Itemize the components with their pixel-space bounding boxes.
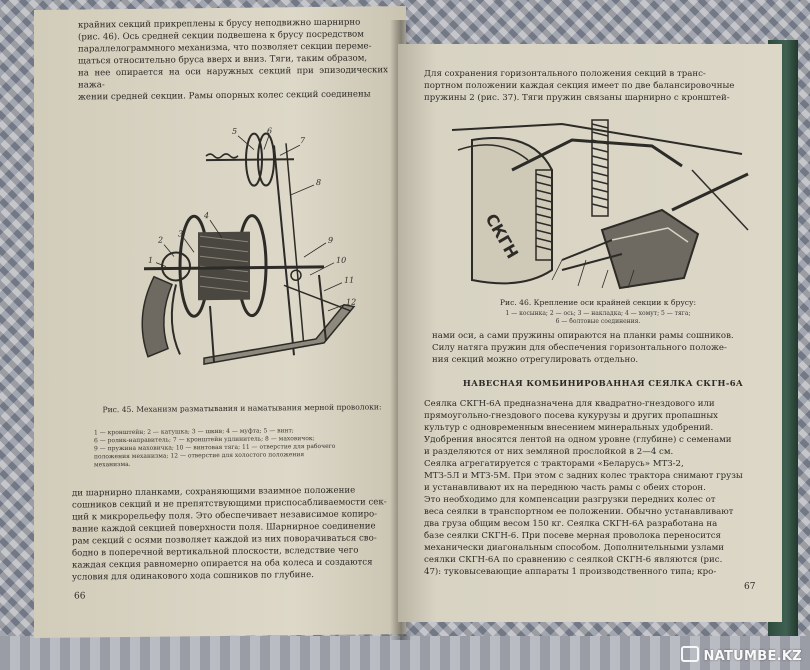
text-line: культур с одновременным внесением минеральных удобрений. bbox=[424, 423, 714, 433]
fig45-label-9: 9 bbox=[328, 235, 334, 245]
legend-line: 1 — косынка; 2 — ось; 3 — накладка; 4 — хомут; 5 — тяга; bbox=[505, 310, 691, 317]
text-line: нами оси, а сами пружины опираются на планки рамы сошников. bbox=[432, 331, 734, 341]
text-line: прямоугольно-гнездового посева кукурузы и других пропашных bbox=[424, 411, 719, 421]
text-line: рам секций с осями позволяет каждой из них поворачиваться сво- bbox=[72, 533, 377, 547]
text-line: бодно в поперечной вертикальной плоскости, вследствие чего bbox=[72, 545, 359, 559]
right-body-text bbox=[424, 398, 764, 578]
text-line: МТЗ-5Л и МТЗ-5М. При этом с задних колес трактора снимают грузы bbox=[424, 471, 743, 481]
figure-46-caption bbox=[438, 298, 758, 308]
left-bottom-text bbox=[72, 484, 390, 583]
fig45-label-10: 10 bbox=[336, 255, 347, 265]
text-line: Это необходимо для компенсации разгрузки передних колес от bbox=[424, 495, 716, 505]
text-line: жении средней секции. Рамы опорных колес секций соединены bbox=[78, 89, 371, 103]
legend-line: 9 — пружина маховичка; 10 — винтовая тяга; 11 — отверстие для рабочего bbox=[94, 442, 336, 453]
fig46-stamp: СКГН bbox=[481, 210, 523, 262]
fig45-label-7: 7 bbox=[300, 136, 306, 146]
text-line: базе сеялки СКГН-6. При посеве мерная проволока переносится bbox=[424, 531, 721, 541]
caption-title: Рис. 45. Механизм разматывания и наматывания мерной проволоки: bbox=[102, 402, 382, 415]
watermark bbox=[681, 646, 802, 664]
fig45-label-3: 3 bbox=[178, 229, 184, 239]
fig45-label-4: 4 bbox=[204, 211, 210, 221]
right-mid-text bbox=[432, 330, 764, 366]
text-line: 47): туковысевающие аппараты 1 производственного типа; кро- bbox=[424, 567, 717, 577]
legend-line: механизма. bbox=[94, 460, 131, 469]
text-line: сеялки СКГН-6А по сравнению с сеялкой СКГН-6 являются (рис. bbox=[424, 555, 723, 565]
text-line: параллелограммного механизма, что позволяет секции переме- bbox=[78, 41, 372, 55]
legend-line: 6 — болтовые соединения. bbox=[555, 318, 641, 325]
text-line: ций к микрорельефу поля. Это обеспечивает независимое копиро- bbox=[72, 509, 378, 523]
text-line: портном положении каждая секция имеет по две балансировочные bbox=[424, 81, 735, 91]
text-line: крайних секций прикреплены к брусу неподвижно шарнирно bbox=[78, 17, 361, 31]
right-page bbox=[398, 44, 782, 622]
left-page bbox=[34, 6, 406, 638]
text-line: пружины 2 (рис. 37). Тяги пружин связаны шарнирно с кронштей- bbox=[424, 93, 730, 103]
figure-46-axle-mount bbox=[452, 110, 752, 296]
text-line: сошников секций и не препятствующими приспосабливаемости сек- bbox=[72, 497, 387, 511]
watermark-logo-icon bbox=[681, 646, 699, 662]
fig45-label-8: 8 bbox=[316, 177, 322, 187]
legend-line: 6 — ролик-направитель; 7 — кронштейн удлинитель; 8 — маховичок; bbox=[94, 435, 315, 445]
watermark-text: NATUMBE.KZ bbox=[703, 649, 802, 664]
text-line: щаться относительно бруса вверх и вниз. Тяги, таким образом, bbox=[78, 53, 368, 67]
text-line: механически диагональным способом. Дополнительными узлами bbox=[424, 543, 725, 553]
text-line: на нее опирается на оси наружных секций при эпизодических нажа- bbox=[78, 65, 388, 91]
legend-line: 1 — кронштейн; 2 — катушка; 3 — шкив; 4 — муфта; 5 — винт; bbox=[94, 427, 294, 437]
figure-45-mechanism bbox=[114, 114, 374, 397]
right-page-number: 67 bbox=[744, 582, 756, 592]
figure-46-legend bbox=[438, 310, 758, 326]
text-line: Для сохранения горизонтального положения секций в транс- bbox=[424, 69, 706, 79]
fig45-label-5: 5 bbox=[232, 126, 238, 136]
text-line: и устанавливают их на переднюю часть рамы с обеих сторон. bbox=[424, 483, 706, 493]
fig45-label-2: 2 bbox=[158, 235, 164, 245]
text-line: Силу натяга пружин для обеспечения горизонтального положе- bbox=[432, 343, 727, 353]
text-line: Сеялка агрегатируется с тракторами «Беларусь» МТЗ-2, bbox=[424, 459, 684, 469]
caption-title: Рис. 46. Крепление оси крайней секции к брусу: bbox=[499, 298, 697, 307]
section-heading: НАВЕСНАЯ КОМБИНИРОВАННАЯ СЕЯЛКА СКГН-6А bbox=[462, 378, 744, 388]
legend-line: положения механизма; 12 — отверстие для холостого положения bbox=[94, 451, 305, 461]
left-top-text bbox=[78, 16, 388, 103]
text-line: условия для одинакового хода сошников по глубине. bbox=[72, 570, 314, 583]
text-line: вание каждой секцией поверхности поля. Шарнирное соединение bbox=[72, 521, 376, 535]
text-line: ния секций можно отрегулировать отдельно. bbox=[432, 355, 639, 365]
left-page-number: 66 bbox=[74, 591, 86, 602]
text-line: Удобрения вносятся лентой на одном уровне (глубине) с семенами bbox=[424, 435, 732, 445]
fig45-label-1: 1 bbox=[148, 255, 154, 265]
fig45-label-6: 6 bbox=[267, 126, 273, 136]
fig45-label-11: 11 bbox=[344, 275, 355, 285]
text-line: веса сеялки в транспортном ее положении. Обычно устанавливают bbox=[424, 507, 734, 517]
text-line: два груза общим весом 150 кг. Сеялка СКГН-6А разработана на bbox=[424, 519, 718, 529]
figure-45-caption bbox=[94, 402, 390, 415]
text-line: ди шарнирно планками, сохраняющими взаимное положение bbox=[72, 485, 356, 499]
figure-45-legend bbox=[94, 426, 390, 469]
right-top-text bbox=[424, 68, 764, 104]
text-line: и разделяются от них земляной прослойкой в 2—4 см. bbox=[424, 447, 674, 457]
fig45-label-12: 12 bbox=[346, 297, 357, 307]
text-line: каждая секция равномерно опирается на оба колеса и создаются bbox=[72, 557, 373, 571]
text-line: (рис. 46). Ось средней секции подвешена к брусу посредством bbox=[78, 29, 364, 43]
text-line: Сеялка СКГН-6А предназначена для квадратно-гнездового или bbox=[424, 399, 715, 409]
